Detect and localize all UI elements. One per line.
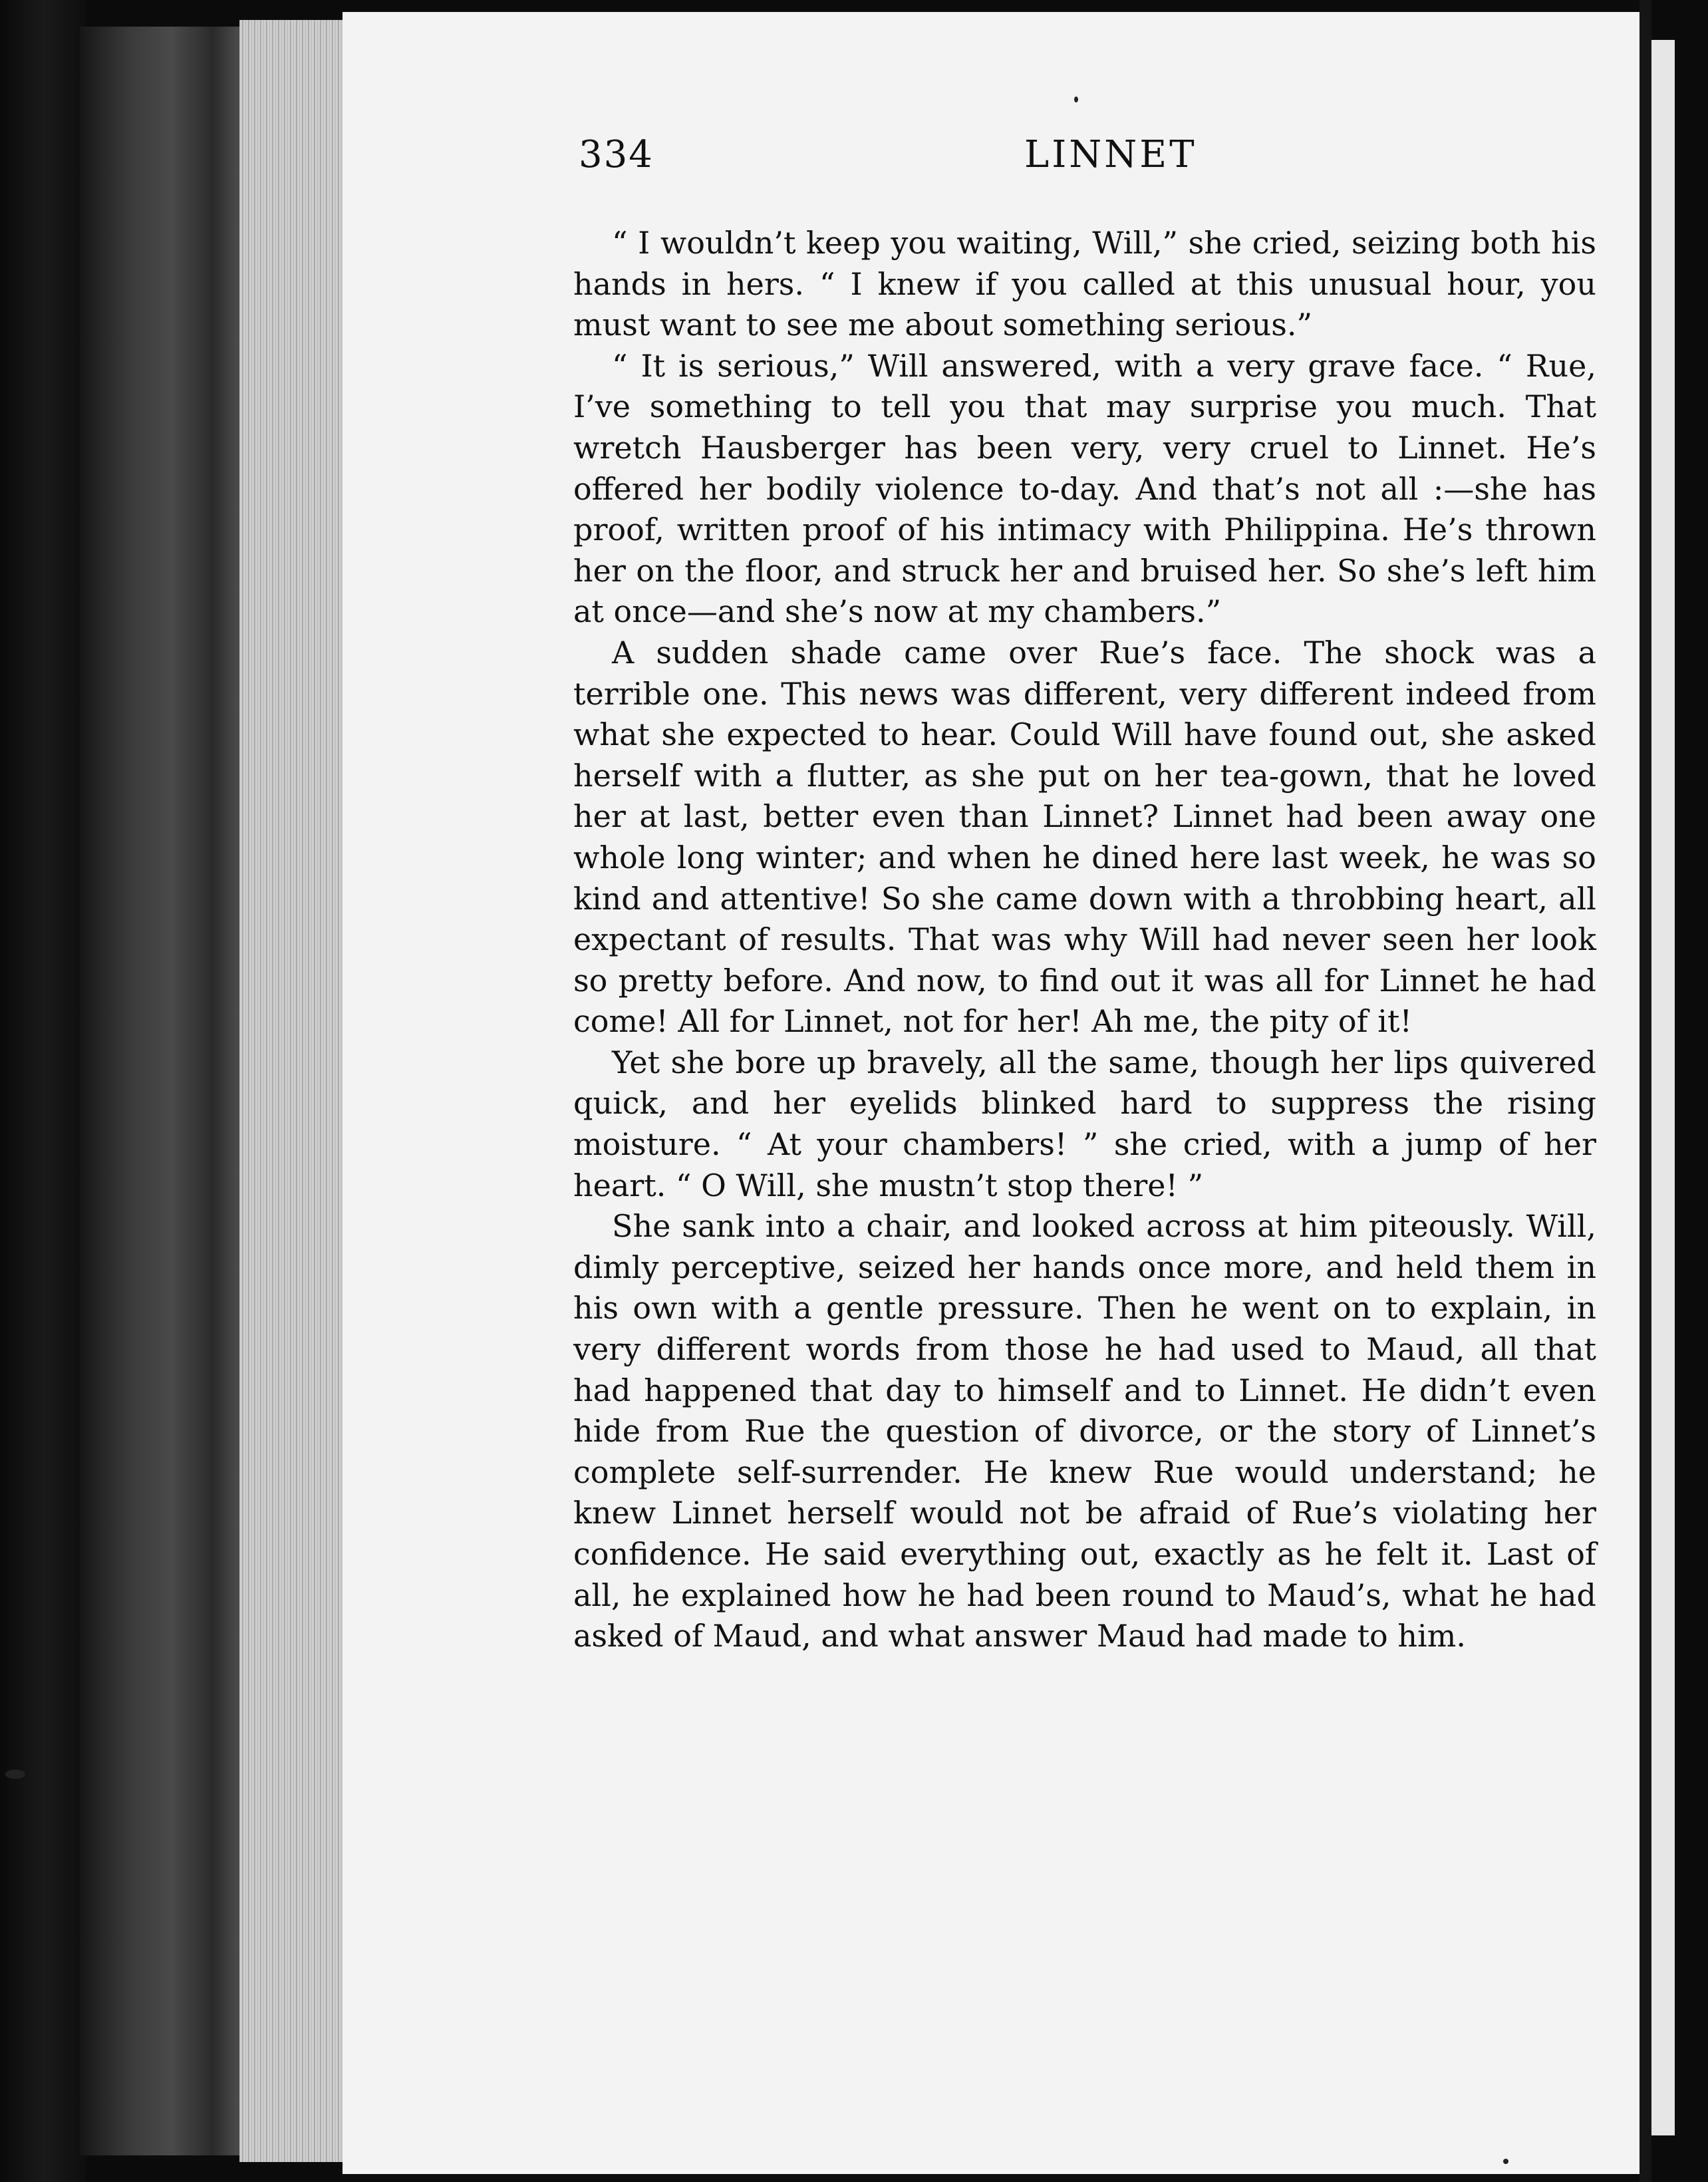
page-number: 334 <box>579 133 654 176</box>
paragraph: “ It is serious,” Will answered, with a very grave face. “ Rue, I’ve something to tell you that may surprise you much. That wretch Hausberger has been very, very cruel to Linnet. He’s offered her bodily violence to-day. And that’s not all :—she has proof, written proof of his intimacy with Philippina. He’s thrown her on the floor, and struck her and bruised her. So she’s left him at once—and she’s now at my chambers.” <box>573 347 1596 630</box>
scan-speck <box>5 1770 25 1779</box>
scan-speck <box>1503 2159 1508 2164</box>
running-title: LINNET <box>1024 133 1197 176</box>
scan-border <box>1675 0 1708 2182</box>
paragraph: Yet she bore up bravely, all the same, though her lips quivered quick, and her eyelids blinked hard to suppress the rising moisture. “ At your chambers! ” she cried, with a jump of her heart. “ O Will, she mustn’t stop there! ” <box>573 1044 1596 1203</box>
next-page-edge <box>1651 40 1675 2135</box>
book-binding <box>0 0 86 2182</box>
page-header <box>579 133 1596 193</box>
body-text <box>573 223 1596 1657</box>
page-edges <box>239 20 346 2162</box>
paragraph: She sank into a chair, and looked across at him piteously. Will, dimly perceptive, seized her hands once more, and held them in his own with a gentle pressure. Then he went on to explain, in very different words from those he had used to Maud, all that had happened that day to himself and to Linnet. He didn’t even hide from Rue the question of divorce, or the story of Linnet’s complete self-surrender. He knew Rue would understand; he knew Linnet herself would not be afraid of Rue’s violating her confidence. He said everything out, exactly as he felt it. Last of all, he explained how he had been round to Maud’s, what he had asked of Maud, and what answer Maud had made to him. <box>573 1208 1596 1654</box>
paragraph: A sudden shade came over Rue’s face. The shock was a terrible one. This news was different, very different indeed from what she expected to hear. Could Will have found out, she asked herself with a flutter, as she put on her tea-gown, that he loved her at last, better even than Linnet? Linnet had been away one whole long winter; and when he dined here last week, he was so kind and attentive! So she came down with a throbbing heart, all expectant of results. That was why Will had never seen her look so pretty before. And now, to find out it was all for Linnet he had come! All for Linnet, not for her! Ah me, the pity of it! <box>573 634 1596 1040</box>
scan-speck <box>1074 96 1078 102</box>
spine-shadow <box>80 27 246 2155</box>
paragraph: “ I wouldn’t keep you waiting, Will,” she cried, seizing both his hands in hers. “ I knew if you called at this unusual hour, you must want to see me about something serious.” <box>573 225 1596 343</box>
right-page-gap <box>1639 0 1651 2182</box>
